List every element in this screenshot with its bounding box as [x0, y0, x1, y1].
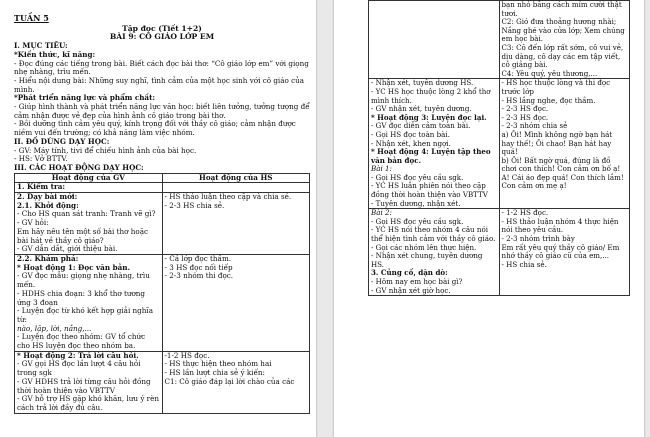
table-row: [369, 209, 630, 296]
cell-line: - Nhận xét, tuyên dương HS.: [371, 78, 474, 88]
text-line: I. MỤC TIÊU:: [14, 41, 68, 51]
cell-line: - HS chia sẻ.: [501, 259, 547, 269]
cell-line: - 2-3 nhóm thi đọc.: [164, 271, 234, 281]
student-activity-cell: [162, 351, 310, 413]
cell-line: C2: Gió đưa thoảng hương nhài; Nắng ghé vào cửa lớp; Xem chúng em học bài.: [501, 17, 625, 44]
student-activity-cell: [499, 79, 630, 209]
table-row: [15, 351, 310, 413]
cell-line: Em rất yêu quý thầy cô giáo/ Em nhớ thầy cô giáo cũ của em,...: [501, 242, 620, 261]
cell-line: - Nhận xét chung, tuyên dương HS.: [371, 251, 483, 269]
cell-line: - 2-3 nhóm chia sẻ: [501, 121, 568, 131]
student-activity-cell: [499, 1, 630, 79]
cell-line: - HS lắng nghe, đọc thầm.: [501, 95, 596, 105]
text-line: *Phát triển năng lực và phẩm chất:: [14, 93, 156, 103]
cell-line: - 2-3 HS đọc.: [501, 112, 549, 122]
table-row: [369, 79, 630, 209]
activity-table-left: [14, 173, 310, 414]
cell-line: bạn nhỏ bằng cách mỉm cười thật tươi.: [501, 0, 622, 18]
text-line: - Giúp hình thành và phát triển năng lực văn học: biết liên tưởng, tưởng tượng để cảm nhận được vẻ đẹp của hình ảnh cô giáo trong bài thơ.: [14, 102, 310, 120]
activity-table-right: [368, 0, 630, 296]
text-line: II. ĐỒ DÙNG DẠY HỌC:: [14, 136, 110, 146]
teacher-activity-cell: [369, 1, 500, 79]
cell-line: - HDHS chia đoạn: 3 khổ thơ tương ứng 3 đoạn: [17, 288, 146, 307]
text-line: - GV: Máy tính, tivi để chiếu hình ảnh của bài học.: [14, 145, 197, 155]
cell-line: - HS thảo luận nhóm 4 thực hiện nói theo yêu cầu.: [501, 216, 619, 235]
text-line: *Kiến thức, kĩ năng:: [14, 49, 96, 59]
cell-line: C3: Cô đến lớp rất sớm, cô vui vẻ, dịu dàng, cô dạy các em tập viết, cô giảng bài.: [501, 42, 624, 70]
cell-line: - Luyện đọc theo nhóm: GV tổ chức cho HS luyện đọc theo nhóm ba.: [17, 332, 146, 351]
cell-line: - GV gọi HS đọc lần lượt 4 câu hỏi trong sgk: [17, 359, 141, 378]
text-line: III. CÁC HOẠT ĐỘNG DẠY HỌC:: [14, 162, 144, 172]
text-line: - Đọc đúng các tiếng trong bài. Biết cách đọc bài thơ: “Cô giáo lớp em” với giọng nhẹ nhàng, trìu mến.: [14, 58, 309, 77]
cell-line: a) Ôi! Mình không ngờ bạn hát hay thế!; Ôi chao! Bạn hát hay quá!: [501, 129, 613, 157]
teacher-activity-cell: [15, 193, 163, 255]
cell-line: * Hoạt động 1: Đọc văn bản.: [17, 262, 130, 272]
document-page-right: [334, 0, 644, 437]
column-header-teacher: Hoạt động của GV: [15, 173, 163, 183]
text-line: - Bồi dưỡng tình cảm yêu quý, kính trọng đối với thầy cô giáo; cảm nhận được niềm vui đến trường; có khả năng làm việc nhóm.: [14, 119, 296, 138]
cell-line: - YC HS học thuộc lòng 2 khổ thơ mình thích.: [371, 86, 491, 105]
cell-line: - Cho HS quan sát tranh: Tranh vẽ gì?: [17, 209, 156, 219]
table-row: [369, 1, 630, 79]
table-row: [15, 254, 310, 351]
cell-line: - 1-2 HS đọc.: [501, 208, 549, 218]
teacher-activity-cell: [15, 351, 163, 413]
lesson-subtitle: Tập đọc (Tiết 1+2): [122, 23, 202, 33]
cell-line: - HS thực hiện theo nhóm hai: [164, 359, 272, 369]
objectives-section: [14, 42, 310, 173]
cell-line: 3. Củng cố, dặn dò:: [371, 268, 448, 278]
teacher-activity-cell: [15, 254, 163, 351]
table-row: [15, 193, 310, 255]
cell-line: - 2-3 nhóm trình bày: [501, 234, 575, 244]
cell-line: Em hãy nêu tên một số bài thơ hoặc bài hát về thầy cô giáo?: [17, 226, 149, 245]
cell-line: 1. Kiểm tra:: [17, 182, 66, 192]
cell-line: nào, lặp, lời, nắng,...: [17, 323, 92, 333]
cell-line: - Nhận xét, khen ngợi.: [371, 138, 451, 148]
cell-line: Bài 2:: [371, 208, 392, 218]
cell-line: - HS thảo luận theo cặp và chia sẻ.: [164, 192, 292, 202]
cell-line: C1: Cô giáo đáp lại lời chào của các: [164, 376, 295, 386]
cell-line: - Gọi HS đọc toàn bài.: [371, 129, 450, 139]
student-activity-cell: [162, 254, 310, 351]
cell-line: - GV nhận xét giờ học.: [371, 285, 451, 295]
cell-line: - YC HS luân phiên nói theo cặp đồng thời hoàn thiện vào VBTTV: [371, 181, 488, 200]
cell-line: - 3 HS đọc nối tiếp: [164, 262, 233, 272]
cell-line: - Gọi HS đọc yêu cầu sgk.: [371, 172, 464, 182]
document-page-left: [0, 0, 316, 437]
cell-line: - GV đọc diễn cảm toàn bài.: [371, 121, 471, 131]
cell-line: - 2-3 HS chia sẻ.: [164, 200, 225, 210]
cell-line: -1-2 HS đọc.: [164, 350, 210, 360]
week-heading: TUẦN 5: [14, 13, 49, 23]
cell-line: 2. Dạy bài mới:: [17, 192, 78, 202]
cell-line: * Hoạt động 2: Trả lời câu hỏi.: [17, 350, 139, 360]
student-activity-cell: [499, 209, 630, 296]
cell-line: * Hoạt động 4: Luyện tập theo văn bản đọc.: [371, 147, 491, 165]
cell-line: - 2-3 HS đọc.: [501, 104, 549, 114]
cell-line: 2.1. Khởi động:: [17, 200, 79, 210]
text-line: - Hiểu nội dung bài: Những suy nghĩ, tình cảm của một học sinh với cô giáo của mình.: [14, 75, 305, 94]
cell-line: - YC HS nói theo nhóm 4 câu nói thể hiện tình cảm với thầy cô giáo.: [371, 225, 496, 244]
cell-line: - GV đọc mẫu: giọng nhẹ nhàng, trìu mến.: [17, 271, 150, 290]
cell-line: - Tuyên dương, nhận xét.: [371, 198, 461, 208]
student-activity-cell: [162, 193, 310, 255]
cell-line: - Gọi các nhóm lên thực hiện.: [371, 242, 477, 252]
cell-line: * Hoạt động 3: Luyện đọc lại.: [371, 112, 487, 122]
cell-line: - Hôm nay em học bài gì?: [371, 277, 463, 286]
cell-line: - Luyện đọc từ khó kết hợp giải nghĩa từ:: [17, 306, 153, 324]
cell-line: - GV nhận xét, tuyên dương.: [371, 104, 472, 114]
cell-line: - GV hỗ trợ HS gặp khó khăn, lưu ý rèn cách trả lời đầy đủ câu.: [17, 394, 159, 412]
cell-line: C4: Yêu quý, yêu thương,...: [501, 68, 598, 78]
cell-line: - GV hỏi:: [17, 218, 49, 228]
teacher-activity-cell: [369, 209, 500, 296]
lesson-title: BÀI 9: CÔ GIÁO LỚP EM: [109, 32, 215, 42]
text-line: - HS: Vở BTTV.: [14, 154, 68, 164]
cell-line: 2.2. Khám phá:: [17, 253, 79, 263]
cell-line: - GV dẫn dắt, giới thiệu bài.: [17, 244, 118, 254]
column-header-student: Hoạt động của HS: [162, 173, 310, 183]
cell-line: - HS học thuộc lòng và thi đọc trước lớp: [501, 78, 611, 96]
cell-line: Bài 1:: [371, 164, 392, 174]
cell-line: - GV HDHS trả lời từng câu hỏi đồng thời hoàn thiện vào VBTTV: [17, 376, 151, 395]
cell-line: - Cả lớp đọc thầm.: [164, 253, 232, 263]
cell-line: b) Ôi! Bất ngờ quá, đúng là đồ chơi con thích! Con cảm ơn bố ạ! A! Cái áo đẹp quá! Con thích lắm! Con cảm ơn mẹ ạ!: [501, 155, 624, 191]
cell-line: - HS lần lượt chia sẻ ý kiến:: [164, 368, 265, 378]
teacher-activity-cell: [369, 79, 500, 209]
cell-line: - Gọi HS đọc yêu cầu sgk.: [371, 216, 464, 226]
